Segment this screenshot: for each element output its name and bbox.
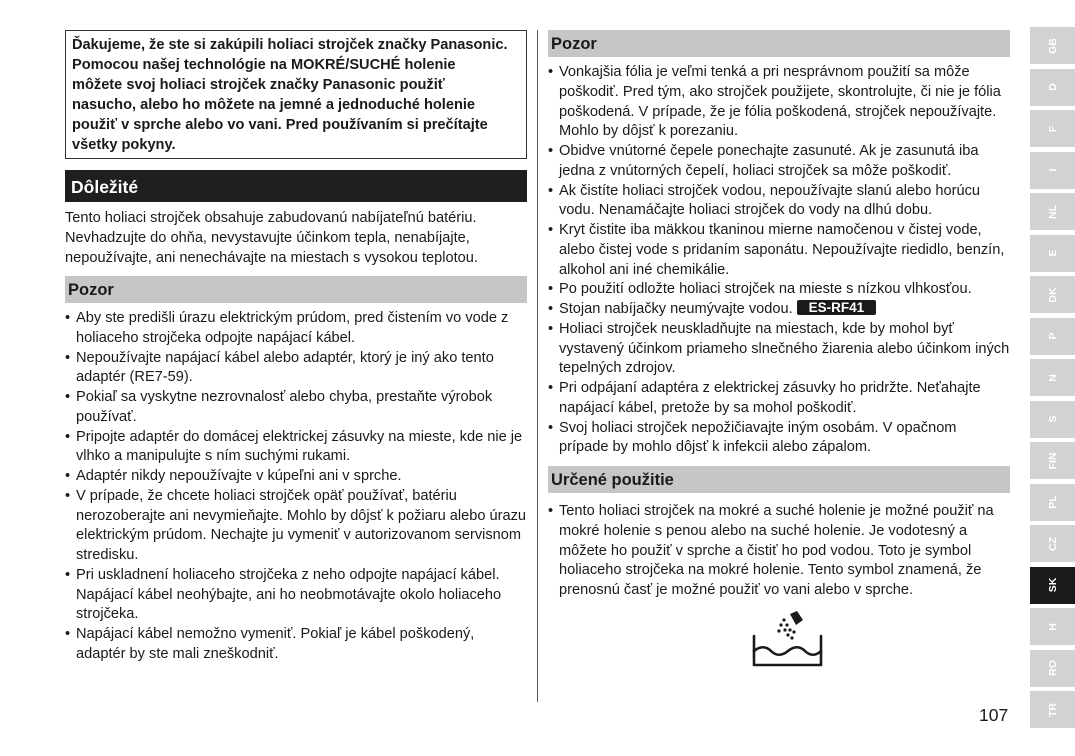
language-tab-label: F [1046, 125, 1059, 132]
intro-line: Ďakujeme, že ste si zakúpili holiaci strojček značky Panasonic. [72, 37, 508, 53]
right-column [548, 30, 1010, 601]
language-tab[interactable] [1030, 235, 1075, 272]
intended-use-list [548, 502, 1010, 601]
caution-item: • Aby ste predišli úrazu elektrickým prúdom, pred čistením vo vode z holiaceho strojčeka odpojte napájací kábel. [65, 309, 527, 349]
language-tab[interactable] [1030, 359, 1075, 396]
language-tab-label: S [1046, 415, 1059, 423]
language-tab-label: CZ [1046, 536, 1059, 551]
language-tab[interactable] [1030, 691, 1075, 728]
language-tab-label: FIN [1046, 452, 1059, 469]
language-tab-label: N [1046, 373, 1059, 382]
language-tab-label: E [1046, 249, 1059, 257]
language-tab[interactable] [1030, 27, 1075, 64]
left-column [65, 30, 527, 665]
intended-use-heading: Určené použitie [548, 466, 1010, 493]
intro-line: Pomocou našej technológie na MOKRÉ/SUCHÉ holenie [72, 57, 456, 73]
language-tab-label: P [1046, 332, 1059, 340]
language-tab[interactable] [1030, 484, 1075, 521]
important-line: nepoužívajte, ani nenechávajte na miestach s vysokou teplotou. [65, 250, 478, 266]
language-tab[interactable] [1030, 442, 1075, 479]
language-tab-label: H [1046, 622, 1059, 631]
intro-box [65, 30, 527, 159]
caution-item: • Kryt čistite iba mäkkou tkaninou mierne namočenou v čistej vode, alebo čistej vode s pridaním saponátu. Nepoužívajte riedidlo, benzín, alkohol ani iné chemikálie. [548, 221, 1010, 280]
caution-item-text: Stojan nabíjačky neumývajte vodou. [559, 301, 793, 317]
caution-item: • Pri odpájaní adaptéra z elektrickej zásuvky ho pridržte. Neťahajte napájací kábel, pretože by sa mohol poškodiť. [548, 379, 1010, 419]
language-tab-label: PL [1046, 495, 1059, 509]
shower-bath-icon [752, 610, 824, 673]
language-tab[interactable] [1030, 401, 1075, 438]
column-divider [537, 30, 538, 702]
intro-line: všetky pokyny. [72, 137, 176, 153]
caution-item [548, 300, 1010, 320]
caution-list-left [65, 309, 527, 665]
caution-item: • V prípade, že chcete holiaci strojček opäť používať, batériu nerozoberajte ani nevymieňajte. Mohlo by dôjsť k požiaru alebo úrazu elektrickým prúdom. Nechajte ju vymeniť v autorizovanom servisnom stredisku. [65, 487, 527, 566]
language-sidebar [1030, 27, 1075, 732]
caution-heading-left: Pozor [65, 276, 527, 303]
important-text [65, 208, 527, 268]
language-tab[interactable] [1030, 318, 1075, 355]
language-tab-label: DK [1046, 286, 1059, 303]
language-tab-label: GB [1046, 37, 1059, 54]
caution-item: • Pri uskladnení holiaceho strojčeka z neho odpojte napájací kábel. Napájací kábel neohýbajte, ani ho neobmotávajte okolo holiaceho strojčeka. [65, 566, 527, 625]
page-number: 107 [979, 705, 1009, 725]
caution-item: • Adaptér nikdy nepoužívajte v kúpeľni ani v sprche. [65, 467, 527, 487]
caution-list-right [548, 63, 1010, 458]
intro-line: použiť v sprche alebo vo vani. Pred používaním si prečítajte [72, 117, 488, 133]
language-tab-label: NL [1046, 204, 1059, 219]
caution-item: • Po použití odložte holiaci strojček na mieste s nízkou vlhkosťou. [548, 280, 1010, 300]
model-tag: ES-RF41 [797, 300, 877, 315]
language-tab[interactable] [1030, 608, 1075, 645]
caution-heading-right: Pozor [548, 30, 1010, 57]
caution-item: • Napájací kábel nemožno vymeniť. Pokiaľ je kábel poškodený, adaptér by ste mali zneškodniť. [65, 625, 527, 665]
important-heading: Dôležité [65, 170, 527, 202]
language-tab[interactable] [1030, 650, 1075, 687]
language-tab-label: I [1046, 168, 1059, 172]
caution-item: • Nepoužívajte napájací kábel alebo adaptér, ktorý je iný ako tento adaptér (RE7-59). [65, 349, 527, 389]
language-tab[interactable] [1030, 193, 1075, 230]
caution-item: • Pokiaľ sa vyskytne nezrovnalosť alebo chyba, prestaňte výrobok používať. [65, 388, 527, 428]
intro-line: nasucho, alebo ho môžete na jemné a jednoduché holenie [72, 97, 476, 113]
caution-item: • Svoj holiaci strojček nepožičiavajte iným osobám. V opačnom prípade by mohlo dôjsť k infekcii alebo zápalom. [548, 419, 1010, 459]
caution-item: • Vonkajšia fólia je veľmi tenká a pri nesprávnom použití sa môže poškodiť. Pred tým, ako strojček použijete, skontrolujte, či nie je fólia poškodená. V prípade, že je fólia poškodená, strojček nepoužívajte. Mohlo by dôjsť k porezaniu. [548, 63, 1010, 142]
caution-item: • Ak čistíte holiaci strojček vodou, nepoužívajte slanú alebo horúcu vodu. Nenamáčajte holiaci strojček do vody na dlhú dobu. [548, 182, 1010, 222]
important-line: Tento holiaci strojček obsahuje zabudovanú nabíjateľnú batériu. [65, 210, 477, 226]
language-tab-label: TR [1046, 702, 1059, 717]
language-tab-label: SK [1046, 577, 1059, 593]
language-tab[interactable] [1030, 69, 1075, 106]
intro-line: môžete svoj holiaci strojček značky Panasonic použiť [72, 77, 445, 93]
caution-item: • Holiaci strojček neuskladňujte na miestach, kde by mohol byť vystavený účinkom priameho slnečného žiarenia alebo účinkom iných tepelných zdrojov. [548, 320, 1010, 379]
caution-item: • Obidve vnútorné čepele ponechajte zasunuté. Ak je zasunutá iba jedna z vnútorných čepelí, holiaci strojček sa môže poškodiť. [548, 142, 1010, 182]
language-tab[interactable] [1030, 152, 1075, 189]
language-tab[interactable] [1030, 276, 1075, 313]
caution-item: • Pripojte adaptér do domácej elektrickej zásuvky na mieste, kde nie je vlhko a manipulujte s ním suchými rukami. [65, 428, 527, 468]
important-line: Nevhadzujte do ohňa, nevystavujte účinkom tepla, nenabíjajte, [65, 230, 470, 246]
language-tab-label: RO [1046, 660, 1059, 676]
language-tab-active[interactable] [1030, 567, 1075, 604]
intended-use-item: • Tento holiaci strojček na mokré a suché holenie je možné použiť na mokré holenie s penou alebo na suché holenie. Je vodotesný a môžete ho použiť v sprche a čistiť ho pod vodou. Toto je symbol holiaceho strojčeka na mokré holenie. Tento symbol znamená, že prenosnú časť je možné použiť vo vani alebo v sprche. [548, 502, 1010, 601]
language-tab[interactable] [1030, 110, 1075, 147]
language-tab-label: D [1046, 83, 1059, 91]
language-tab[interactable] [1030, 525, 1075, 562]
